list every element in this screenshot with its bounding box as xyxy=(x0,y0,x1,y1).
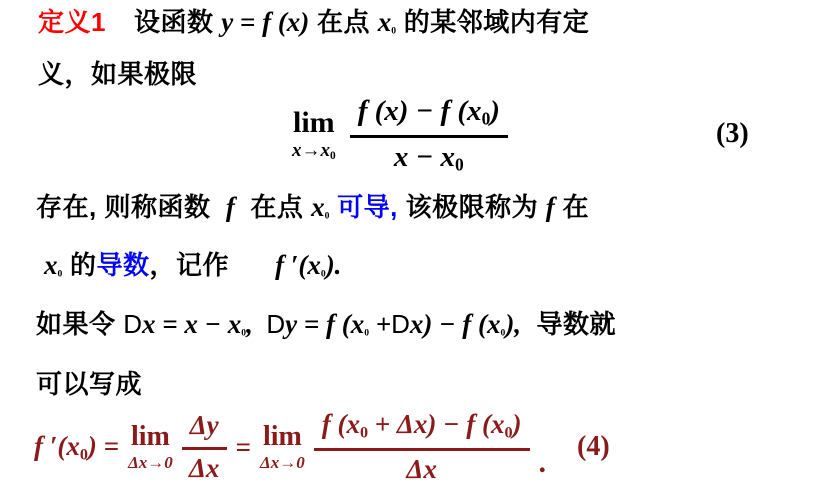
lim-under-2: Δx→0 xyxy=(260,453,305,473)
statement-text-3: 该极限称为 xyxy=(397,192,546,222)
math-x0-subscript-2: 0 xyxy=(324,210,330,222)
frac2-num-sub2: 0 xyxy=(504,423,513,442)
math-x0-base-3: x xyxy=(44,250,58,280)
spacer xyxy=(329,192,337,222)
difference-quotient-limit-formula xyxy=(292,96,508,175)
definition-label: 定义1 xyxy=(38,7,106,37)
derivative-term: 导数 xyxy=(96,250,150,280)
intro-text-2: 在点 xyxy=(309,7,378,37)
lim-word-1: lim xyxy=(130,421,170,453)
formula4-lhs xyxy=(34,431,119,464)
difference-quotient-fraction xyxy=(350,96,508,175)
math-close-paren: ), xyxy=(505,309,522,339)
delta-substitution-line xyxy=(36,308,616,342)
differentiable-statement-line xyxy=(36,191,589,225)
substitution-text-2: 导数就 xyxy=(521,309,617,339)
math-x0-base: x xyxy=(377,7,392,37)
math-y-equals-fx: y = f (x) xyxy=(221,7,310,37)
frac2-num-part3: ) xyxy=(512,409,522,439)
frac2-numerator xyxy=(314,410,530,451)
limit-block xyxy=(292,108,336,162)
math-f-2: f xyxy=(545,192,555,222)
math-dx-sub: 0 xyxy=(241,327,247,339)
derivative-text-2: ，记作 xyxy=(149,250,230,280)
continue-text: 义，如果极限 xyxy=(38,59,198,89)
math-x0-subscript-3: 0 xyxy=(57,268,63,280)
lhs-fprime-open: f ′(x xyxy=(34,430,80,461)
definition-intro-line xyxy=(38,6,589,40)
written-as-text: 可以写成 xyxy=(36,369,143,399)
statement-text-1: 存在, 则称函数 xyxy=(36,192,226,222)
delta-symbol-2: D xyxy=(266,309,286,339)
difference-quotient-fraction-2 xyxy=(314,410,530,485)
lim-word: lim xyxy=(293,106,335,140)
formula-period: . xyxy=(538,446,547,480)
can-be-written-line xyxy=(36,368,142,401)
lim-under xyxy=(292,141,336,162)
frac1-numerator: Δy xyxy=(182,411,227,450)
lim-under-sub: 0 xyxy=(330,150,336,163)
lhs-equals: ) = xyxy=(87,430,120,461)
limit-block-2 xyxy=(260,423,305,471)
delta-y-over-delta-x-fraction xyxy=(182,411,227,483)
math-plus: + xyxy=(369,309,392,339)
lim-under-1: Δx→0 xyxy=(128,453,173,473)
frac2-num-part1: f (x xyxy=(321,409,360,439)
math-comma-1: , xyxy=(246,309,267,339)
limit-block-1 xyxy=(128,423,173,471)
delta-symbol-1: D xyxy=(123,309,143,339)
definition-continue-line xyxy=(38,58,197,91)
statement-text-2: 在点 xyxy=(234,192,312,222)
derivative-name-line xyxy=(44,249,341,283)
math-dx-expr: x = x − x xyxy=(142,309,242,339)
frac1-denominator: Δx xyxy=(188,452,220,483)
math-dy-expr: y = f (x xyxy=(285,309,365,339)
equation-number-3: (3) xyxy=(716,118,749,149)
numerator-sub: 0 xyxy=(481,108,491,129)
math-x0-subscript: 0 xyxy=(391,25,397,37)
equals-sign: = xyxy=(235,431,252,462)
frac2-num-part2: + Δx) − f (x xyxy=(368,409,505,439)
lim-word-2: lim xyxy=(262,421,302,453)
math-fprime-open: f ′(x xyxy=(275,250,321,280)
intro-text-3: 的某邻域内有定 xyxy=(396,7,590,37)
differentiable-term: 可导, xyxy=(337,192,398,222)
frac2-denominator: Δx xyxy=(406,454,437,485)
equation-number-4: (4) xyxy=(577,431,610,463)
math-fprime-close: ). xyxy=(325,250,342,280)
math-x0-base-2: x xyxy=(311,192,325,222)
lhs-fprime-sub: 0 xyxy=(79,445,88,464)
statement-text-4: 在 xyxy=(554,192,590,222)
math-dy-expr-2: x) − f (x xyxy=(409,309,501,339)
lim-under-main: x→x xyxy=(292,140,330,162)
derivative-limit-formula xyxy=(34,410,610,485)
fraction-denominator xyxy=(394,138,464,175)
denominator-sub: 0 xyxy=(455,154,464,175)
math-f-1: f xyxy=(225,192,235,222)
numerator-close: ) xyxy=(490,95,500,127)
derivative-text-1: 的 xyxy=(62,250,97,280)
delta-symbol-3: D xyxy=(391,309,410,339)
intro-text-1: 设函数 xyxy=(133,7,222,37)
frac2-num-sub1: 0 xyxy=(359,423,369,442)
math-dy-sub-1: 0 xyxy=(364,327,369,339)
math-fprime-sub: 0 xyxy=(320,268,326,280)
substitution-text-1: 如果令 xyxy=(36,309,124,339)
math-dy-sub-2: 0 xyxy=(500,327,506,339)
numerator-main: f (x) − f (x xyxy=(357,95,482,127)
denominator-main: x − x xyxy=(393,140,455,173)
fraction-numerator xyxy=(350,96,508,138)
